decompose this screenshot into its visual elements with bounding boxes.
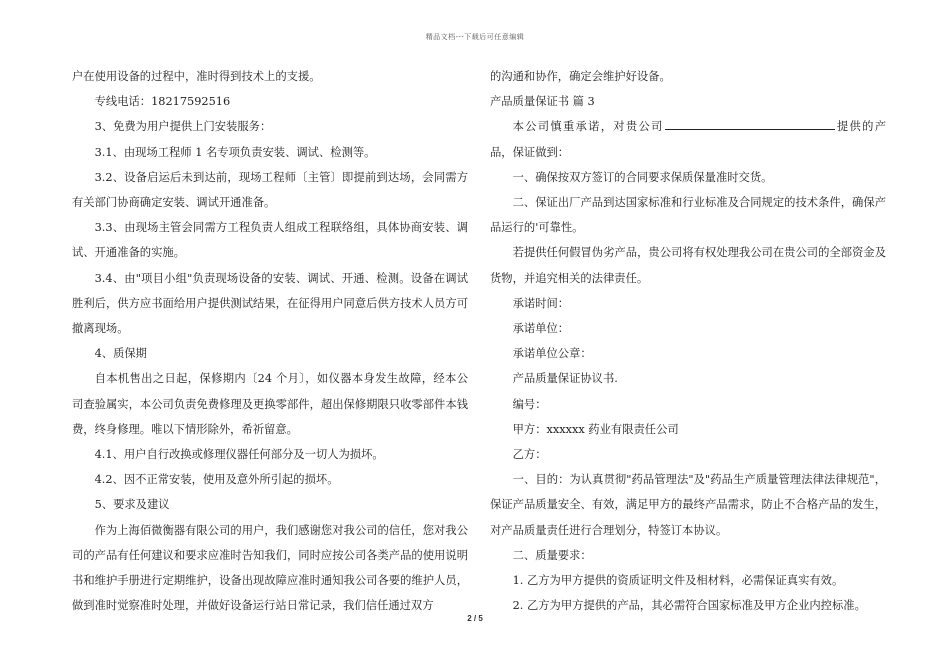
paragraph: 3.4、由"项目小组"负责现场设备的安装、调试、开通、检测。设备在调试胜利后，供方应书面给用户提供测试结果，在征得用户同意后供方技术人员方可撤离现场。	[72, 271, 468, 336]
party-b: 乙方：	[512, 448, 547, 462]
field-label: 编号：	[512, 397, 547, 411]
page-number: 2 / 5	[467, 614, 483, 623]
paragraph: 一、目的：为认真贯彻"药品管理法"及"药品生产质量管理法律法律规范"，保证产品质量安全、有效，满足甲方的最终产品需求，防止不合格产品的发生，对产品质量责任进行合理划分，特签订本协议。	[490, 473, 886, 537]
party-a: 甲方：xxxxxx 药业有限责任公司	[512, 422, 679, 436]
right-column	[490, 64, 886, 618]
page-header: 精品文档---下载后可任意编辑	[425, 33, 525, 41]
blank-line	[665, 116, 835, 130]
paragraph: 4.2、因不正常安装，使用及意外所引起的损坏。	[94, 473, 339, 487]
paragraph: 3.3、由现场主管会同需方工程负责人组成工程联络组，具体协商安装、调试、开通准备的实施。	[72, 221, 468, 260]
paragraph: 3.2、设备启运后未到达前，现场工程师〔主管〕即提前到达场，会同需方有关部门协商确定安装、调试开通准备。	[72, 170, 468, 210]
paragraph: 自本机售出之日起，保修期内〔24 个月〕，如仪器本身发生故障，经本公司查验属实，本公司负责免费修理及更换零部件，超出保修期限只收零部件本钱费，终身修理。唯以下情形除外，希祈留意。	[72, 372, 468, 436]
field-label: 承诺时间：	[512, 296, 570, 310]
section-heading: 4、质保期	[94, 347, 147, 361]
paragraph: 1. 乙方为甲方提供的资质证明文件及相材料，必需保证真实有效。	[512, 574, 844, 588]
left-column	[72, 64, 468, 618]
promise-text: 本公司慎重承诺，对贵公司	[512, 120, 664, 134]
field-label: 承诺单位公章：	[512, 347, 592, 361]
section-heading: 3、免费为用户提供上门安装服务：	[94, 120, 272, 134]
section-title: 产品质量保证书 篇 3	[490, 95, 595, 109]
field-label: 承诺单位：	[512, 322, 570, 336]
paragraph: 若提供任何假冒伪劣产品，贵公司将有权处理我公司在贵公司的全部资金及货物，并追究相关的法律责任。	[490, 246, 886, 285]
hotline: 专线电话：18217592516	[94, 95, 231, 109]
paragraph: 2. 乙方为甲方提供的产品，其必需符合国家标准及甲方企业内控标准。	[512, 599, 866, 613]
section-heading: 5、要求及建议	[94, 498, 170, 512]
promise-text: 提供的产品，保证做到：	[490, 120, 886, 159]
paragraph: 的沟通和协作，确定会维护好设备。	[490, 70, 671, 83]
paragraph: 作为上海佰微衡器有限公司的用户，我们感谢您对我公司的信任，您对我公司的产品有任何建议和要求应准时告知我们，同时应按公司各类产品的使用说明书和维护手册进行定期维护，设备出现故障应准时通知我公司各要的维护人员，做到准时觉察准时处理，并做好设备运行站日常记录，我们信任通过双方	[72, 523, 468, 613]
paragraph: 一、确保按双方签订的合同要求保质保量准时交货。	[512, 170, 773, 184]
promise-paragraph	[490, 114, 886, 164]
paragraph: 二、保证出厂产品到达国家标准和行业标准及合同规定的技术条件，确保产品运行的'可靠性。	[490, 196, 886, 235]
paragraph: 4.1、用户自行改换或修理仪器任何部分及一切人为损坏。	[94, 448, 384, 462]
section-heading: 二、质量要求：	[512, 548, 592, 562]
document-title: 产品质量保证协议书.	[512, 372, 618, 386]
paragraph: 户在使用设备的过程中，准时得到技术上的支援。	[72, 70, 321, 83]
paragraph: 3.1、由现场工程师 1 名专项负责安装、调试、检测等。	[94, 145, 376, 159]
